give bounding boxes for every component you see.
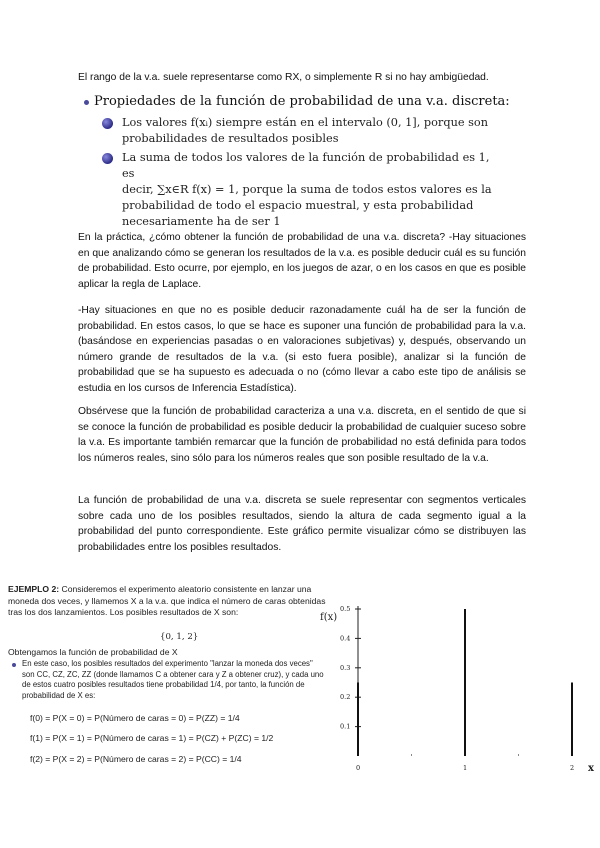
example-bullet: En este caso, los posibles resultados del experimento "lanzar la moneda dos veces" son CC, CZ, ZC, ZZ (donde llamamos C a obtener cara y Z a obtener cruz), y cada uno de estos cuatro posibles resultados tiene probabilidad 1/4, por tanto, la función de probabilidad de X es: bbox=[22, 659, 324, 700]
pmf-chart bbox=[316, 596, 600, 776]
y-tick-label: 0.2 bbox=[340, 693, 351, 702]
x-tick-label: 0 bbox=[356, 764, 361, 772]
y-tick-label: 0.4 bbox=[340, 634, 351, 643]
paragraph-characterization: Obsérvese que la función de probabilidad caracteriza a una v.a. discreta, en el sentido de que si se conoce la función de probabilidad es posible deducir la probabilidad de cualquier suceso sobre la v.a. Es importante también remarcar que la función de probabilidad no está definida para todos los números reales, sino sólo para los números reales que son posible resultado de la v.a. bbox=[78, 406, 526, 464]
example-obtain: Obtengamos la función de probabilidad de X bbox=[8, 647, 178, 657]
bullet-icon bbox=[84, 100, 89, 105]
intro-line: El rango de la v.a. suele representarse como RX, o simplemente R si no hay ambigüedad. bbox=[78, 72, 489, 83]
bullet-icon bbox=[12, 663, 16, 667]
ball-bullet-icon bbox=[102, 118, 113, 129]
property-item-2: La suma de todos los valores de la función de probabilidad es 1, es decir, ∑x∈R f(x) = 1, porque la suma de todos estos valores es la probabilidad de todo el espacio muestral, y esta probabilidad necesariamente ha de ser 1 bbox=[122, 151, 492, 228]
y-tick-label: 0.5 bbox=[340, 605, 351, 613]
x-tick-label: 1 bbox=[463, 764, 468, 772]
y-tick-label: 0.3 bbox=[340, 663, 351, 672]
example-heading: EJEMPLO 2: bbox=[8, 584, 60, 594]
x-tick-label: 2 bbox=[570, 764, 575, 772]
example-intro: EJEMPLO 2: Consideremos el experimento aleatorio consistente en lanzar una moneda dos veces, y llamemos X a la v.a. que indica el número de caras obtenidas tras los dos lanzamientos. Los posibles resultados de X son: bbox=[8, 584, 326, 617]
paragraph-subjective: -Hay situaciones en que no es posible deducir razonadamente cuál ha de ser la función de probabilidad. En estos casos, lo que se hace es suponer una función de probabilidad para la v.a. (basándose en experiencias pasadas o en valoraciones subjetivas) y, después, observando un número grande de resultados de la v.a. (si esto fuera posible), analizar si la función de probabilidad que se ha supuesto es adecuada o no (cómo llevar a cabo este tipo de análisis se estudia en los cursos de Inferencia Estadística). bbox=[78, 305, 526, 394]
y-tick-label: 0.1 bbox=[340, 722, 351, 731]
properties-title: Propiedades de la función de probabilidad de una v.a. discreta: bbox=[94, 94, 510, 109]
formula-f1: f(1) = P(X = 1) = P(Número de caras = 1) = P(CZ) + P(ZC) = 1/2 bbox=[30, 733, 274, 743]
outcome-set: {0, 1, 2} bbox=[160, 632, 199, 642]
property-item-1: Los valores f(xᵢ) siempre están en el intervalo (0, 1], porque son probabilidades de resultados posibles bbox=[122, 116, 488, 145]
formula-f0: f(0) = P(X = 0) = P(Número de caras = 0) = P(ZZ) = 1/4 bbox=[30, 713, 240, 723]
formula-f2: f(2) = P(X = 2) = P(Número de caras = 2) = P(CC) = 1/4 bbox=[30, 754, 242, 764]
paragraph-practice: En la práctica, ¿cómo obtener la función de probabilidad de una v.a. discreta? -Hay situaciones en que analizando cómo se generan los resultados de la v.a. es posible deducir cuál es su función de probabilidad. Esto ocurre, por ejemplo, en los juegos de azar, o en los casos en que es posible aplicar la regla de Laplace. bbox=[78, 232, 527, 290]
x-axis-label: x bbox=[588, 763, 594, 774]
paragraph-representation: La función de probabilidad de una v.a. discreta se suele representar con segmentos verticales sobre cada uno de los posibles resultados, siendo la altura de cada segmento igual a la probabilidad del punto correspondiente. Este gráfico permite visualizar cómo se distribuyen las probabilidades entre los posibles resultados. bbox=[78, 495, 526, 553]
y-axis-label: f(x) bbox=[320, 612, 338, 623]
ball-bullet-icon bbox=[102, 153, 113, 164]
